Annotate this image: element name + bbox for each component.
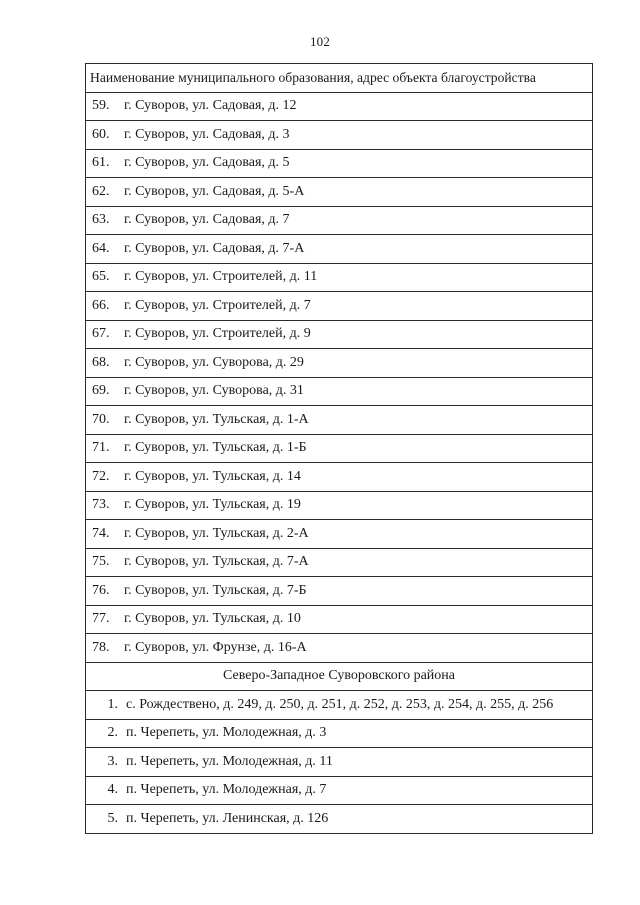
row-address: с. Рождествено, д. 249, д. 250, д. 251, д. 252, д. 253, д. 254, д. 255, д. 256 bbox=[126, 696, 554, 712]
row-number: 64. bbox=[92, 240, 110, 256]
row-number: 76. bbox=[92, 582, 110, 598]
table-row bbox=[86, 235, 593, 264]
row-number: 59. bbox=[92, 98, 110, 114]
section-header-row bbox=[86, 662, 593, 691]
row-address: г. Суворов, ул. Строителей, д. 9 bbox=[124, 326, 311, 342]
row-address: г. Суворов, ул. Тульская, д. 19 bbox=[124, 497, 301, 513]
table-row bbox=[86, 491, 593, 520]
row-address: г. Суворов, ул. Тульская, д. 1-Б bbox=[124, 440, 307, 456]
row-address: п. Черепеть, ул. Молодежная, д. 7 bbox=[126, 782, 327, 798]
table-row bbox=[86, 320, 593, 349]
row-number: 73. bbox=[92, 497, 110, 513]
table-row bbox=[86, 149, 593, 178]
row-number: 74. bbox=[92, 525, 110, 541]
row-number: 66. bbox=[92, 297, 110, 313]
row-address: г. Суворов, ул. Садовая, д. 5 bbox=[124, 155, 290, 171]
table-cell bbox=[86, 292, 593, 321]
row-number: 4. bbox=[107, 782, 118, 798]
table-row bbox=[86, 377, 593, 406]
row-address: г. Суворов, ул. Садовая, д. 5-А bbox=[124, 183, 305, 199]
table-cell bbox=[86, 149, 593, 178]
row-address: г. Суворов, ул. Садовая, д. 3 bbox=[124, 126, 290, 142]
row-number: 60. bbox=[92, 126, 110, 142]
row-address: г. Суворов, ул. Фрунзе, д. 16-А bbox=[124, 639, 307, 655]
table-row bbox=[86, 178, 593, 207]
row-number: 67. bbox=[92, 326, 110, 342]
row-number: 2. bbox=[107, 725, 118, 741]
row-address: г. Суворов, ул. Тульская, д. 14 bbox=[124, 468, 301, 484]
row-number: 3. bbox=[107, 753, 118, 769]
table-row bbox=[86, 463, 593, 492]
row-address: п. Черепеть, ул. Молодежная, д. 11 bbox=[126, 753, 333, 769]
table-row bbox=[86, 577, 593, 606]
row-address: п. Черепеть, ул. Молодежная, д. 3 bbox=[126, 725, 327, 741]
row-number: 62. bbox=[92, 183, 110, 199]
table-row bbox=[86, 520, 593, 549]
row-number: 63. bbox=[92, 212, 110, 228]
table-cell bbox=[86, 691, 593, 720]
table-row bbox=[86, 263, 593, 292]
row-number: 77. bbox=[92, 611, 110, 627]
row-address: г. Суворов, ул. Строителей, д. 7 bbox=[124, 297, 311, 313]
address-table bbox=[85, 63, 593, 834]
table-cell bbox=[86, 548, 593, 577]
table-header-row bbox=[86, 64, 593, 93]
table-row bbox=[86, 776, 593, 805]
table-cell bbox=[86, 491, 593, 520]
row-number: 70. bbox=[92, 411, 110, 427]
table-row bbox=[86, 748, 593, 777]
row-number: 65. bbox=[92, 269, 110, 285]
row-address: г. Суворов, ул. Суворова, д. 31 bbox=[124, 383, 304, 399]
row-address: г. Суворов, ул. Тульская, д. 1-А bbox=[124, 411, 309, 427]
table-row bbox=[86, 719, 593, 748]
row-number: 61. bbox=[92, 155, 110, 171]
row-number: 69. bbox=[92, 383, 110, 399]
table-cell bbox=[86, 577, 593, 606]
table-cell bbox=[86, 235, 593, 264]
table-cell bbox=[86, 434, 593, 463]
table-cell bbox=[86, 748, 593, 777]
row-address: г. Суворов, ул. Тульская, д. 10 bbox=[124, 611, 301, 627]
table-cell bbox=[86, 206, 593, 235]
table-row bbox=[86, 434, 593, 463]
table-cell bbox=[86, 406, 593, 435]
table-row bbox=[86, 805, 593, 834]
row-number: 75. bbox=[92, 554, 110, 570]
table-cell bbox=[86, 520, 593, 549]
table-row bbox=[86, 548, 593, 577]
row-address: г. Суворов, ул. Тульская, д. 2-А bbox=[124, 525, 309, 541]
row-address: г. Суворов, ул. Строителей, д. 11 bbox=[124, 269, 318, 285]
table-cell bbox=[86, 377, 593, 406]
row-number: 1. bbox=[107, 696, 118, 712]
table-header: Наименование муниципального образования, адрес объекта благоустройства bbox=[86, 64, 593, 93]
row-number: 5. bbox=[107, 810, 118, 826]
table-cell bbox=[86, 263, 593, 292]
table-row bbox=[86, 292, 593, 321]
table-row bbox=[86, 406, 593, 435]
row-number: 68. bbox=[92, 354, 110, 370]
row-address: г. Суворов, ул. Садовая, д. 12 bbox=[124, 98, 297, 114]
section-title: Северо-Западное Суворовского района bbox=[86, 662, 593, 691]
row-address: г. Суворов, ул. Тульская, д. 7-А bbox=[124, 554, 309, 570]
table-cell bbox=[86, 776, 593, 805]
table-cell bbox=[86, 320, 593, 349]
row-address: п. Черепеть, ул. Ленинская, д. 126 bbox=[126, 810, 329, 826]
row-number: 71. bbox=[92, 440, 110, 456]
table-row bbox=[86, 634, 593, 663]
row-address: г. Суворов, ул. Садовая, д. 7-А bbox=[124, 240, 305, 256]
row-address: г. Суворов, ул. Тульская, д. 7-Б bbox=[124, 582, 307, 598]
table-cell bbox=[86, 805, 593, 834]
table-cell bbox=[86, 178, 593, 207]
table-row bbox=[86, 121, 593, 150]
table-row bbox=[86, 349, 593, 378]
table-cell bbox=[86, 634, 593, 663]
table-body bbox=[86, 92, 593, 833]
table-row bbox=[86, 691, 593, 720]
table-cell bbox=[86, 92, 593, 121]
table-cell bbox=[86, 605, 593, 634]
table-cell bbox=[86, 463, 593, 492]
table-cell bbox=[86, 719, 593, 748]
table-row bbox=[86, 92, 593, 121]
table-cell bbox=[86, 349, 593, 378]
row-address: г. Суворов, ул. Садовая, д. 7 bbox=[124, 212, 290, 228]
table-cell bbox=[86, 121, 593, 150]
page-number: 102 bbox=[309, 34, 331, 49]
row-number: 78. bbox=[92, 639, 110, 655]
table-row bbox=[86, 605, 593, 634]
table-row bbox=[86, 206, 593, 235]
row-number: 72. bbox=[92, 468, 110, 484]
row-address: г. Суворов, ул. Суворова, д. 29 bbox=[124, 354, 304, 370]
